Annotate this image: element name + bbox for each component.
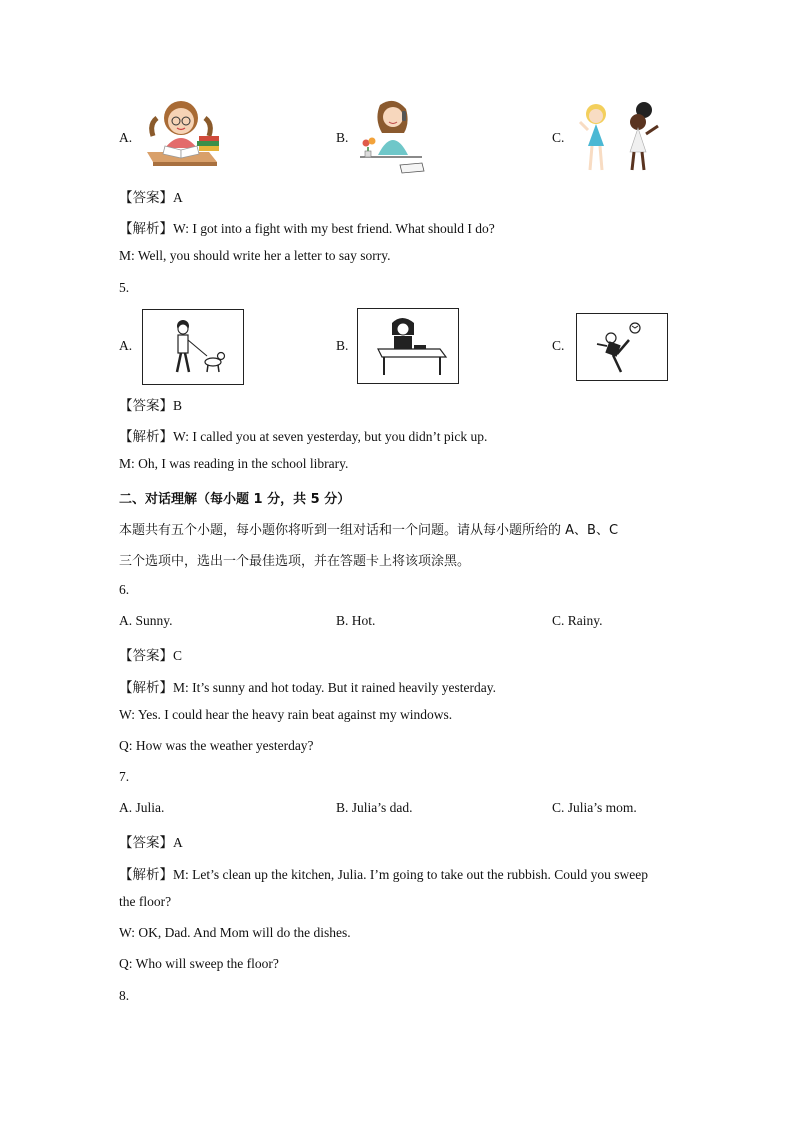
q7-answer: 【答案】A (119, 835, 183, 850)
q5-analysis-line-1: 【解析】W: I called you at seven yesterday, but you didn’t pick up. (119, 429, 488, 444)
q6-analysis-line-3: Q: How was the weather yesterday? (119, 738, 314, 753)
q6-answer: 【答案】C (119, 648, 183, 663)
q7-option-c: C. Julia’s mom. (552, 800, 637, 815)
q6-number: 6. (119, 582, 130, 597)
section-instructions-line-1: 本题共有五个小题，每小题你将听到一组对话和一个问题。请从每小题所给的 A、B、C (119, 523, 619, 538)
q6-option-c: C. Rainy. (552, 613, 603, 628)
q7-analysis-line-2: the floor? (119, 894, 172, 909)
q5-analysis-line-2: M: Oh, I was reading in the school library. (119, 456, 349, 471)
q6-option-b: B. Hot. (336, 613, 376, 628)
q5-option-a-letter: A. (119, 338, 133, 353)
q5-answer: 【答案】B (119, 398, 183, 413)
boy-kicking-ball-icon (576, 313, 668, 381)
q6-analysis-line-1: 【解析】M: It’s sunny and hot today. But it rained heavily yesterday. (119, 680, 496, 695)
q6-option-a: A. Sunny. (119, 613, 173, 628)
boy-walking-dog-icon (142, 309, 244, 385)
q6-analysis-line-2: W: Yes. I could hear the heavy rain beat against my windows. (119, 707, 453, 722)
q4-option-c-letter: C. (552, 130, 565, 145)
q8-number: 8. (119, 988, 130, 1003)
q4-answer: 【答案】A (119, 190, 183, 205)
q7-analysis-line-4: Q: Who will sweep the floor? (119, 956, 279, 971)
q5-option-b-letter: B. (336, 338, 349, 353)
woman-on-phone-icon (356, 97, 426, 177)
q4-analysis-line-2: M: Well, you should write her a letter to say sorry. (119, 248, 391, 263)
q7-option-a: A. Julia. (119, 800, 165, 815)
q4-analysis-line-1: 【解析】W: I got into a fight with my best friend. What should I do? (119, 221, 495, 236)
q7-analysis-line-3: W: OK, Dad. And Mom will do the dishes. (119, 925, 351, 940)
girl-reading-at-desk-icon (357, 308, 459, 384)
girl-reading-books-icon (143, 96, 223, 176)
q4-option-a-letter: A. (119, 130, 133, 145)
q4-option-b-letter: B. (336, 130, 349, 145)
q5-option-c-letter: C. (552, 338, 565, 353)
q7-analysis-line-1: 【解析】M: Let’s clean up the kitchen, Julia. I’m going to take out the rubbish. Could you sweep (119, 867, 649, 882)
q7-number: 7. (119, 769, 130, 784)
section-heading: 二、对话理解（每小题 1 分，共 5 分） (119, 492, 351, 507)
section-instructions-line-2: 三个选项中，选出一个最佳选项，并在答题卡上将该项涂黑。 (119, 554, 471, 569)
q7-option-b: B. Julia’s dad. (336, 800, 413, 815)
q5-number: 5. (119, 280, 130, 295)
two-girls-waving-icon (574, 100, 670, 176)
